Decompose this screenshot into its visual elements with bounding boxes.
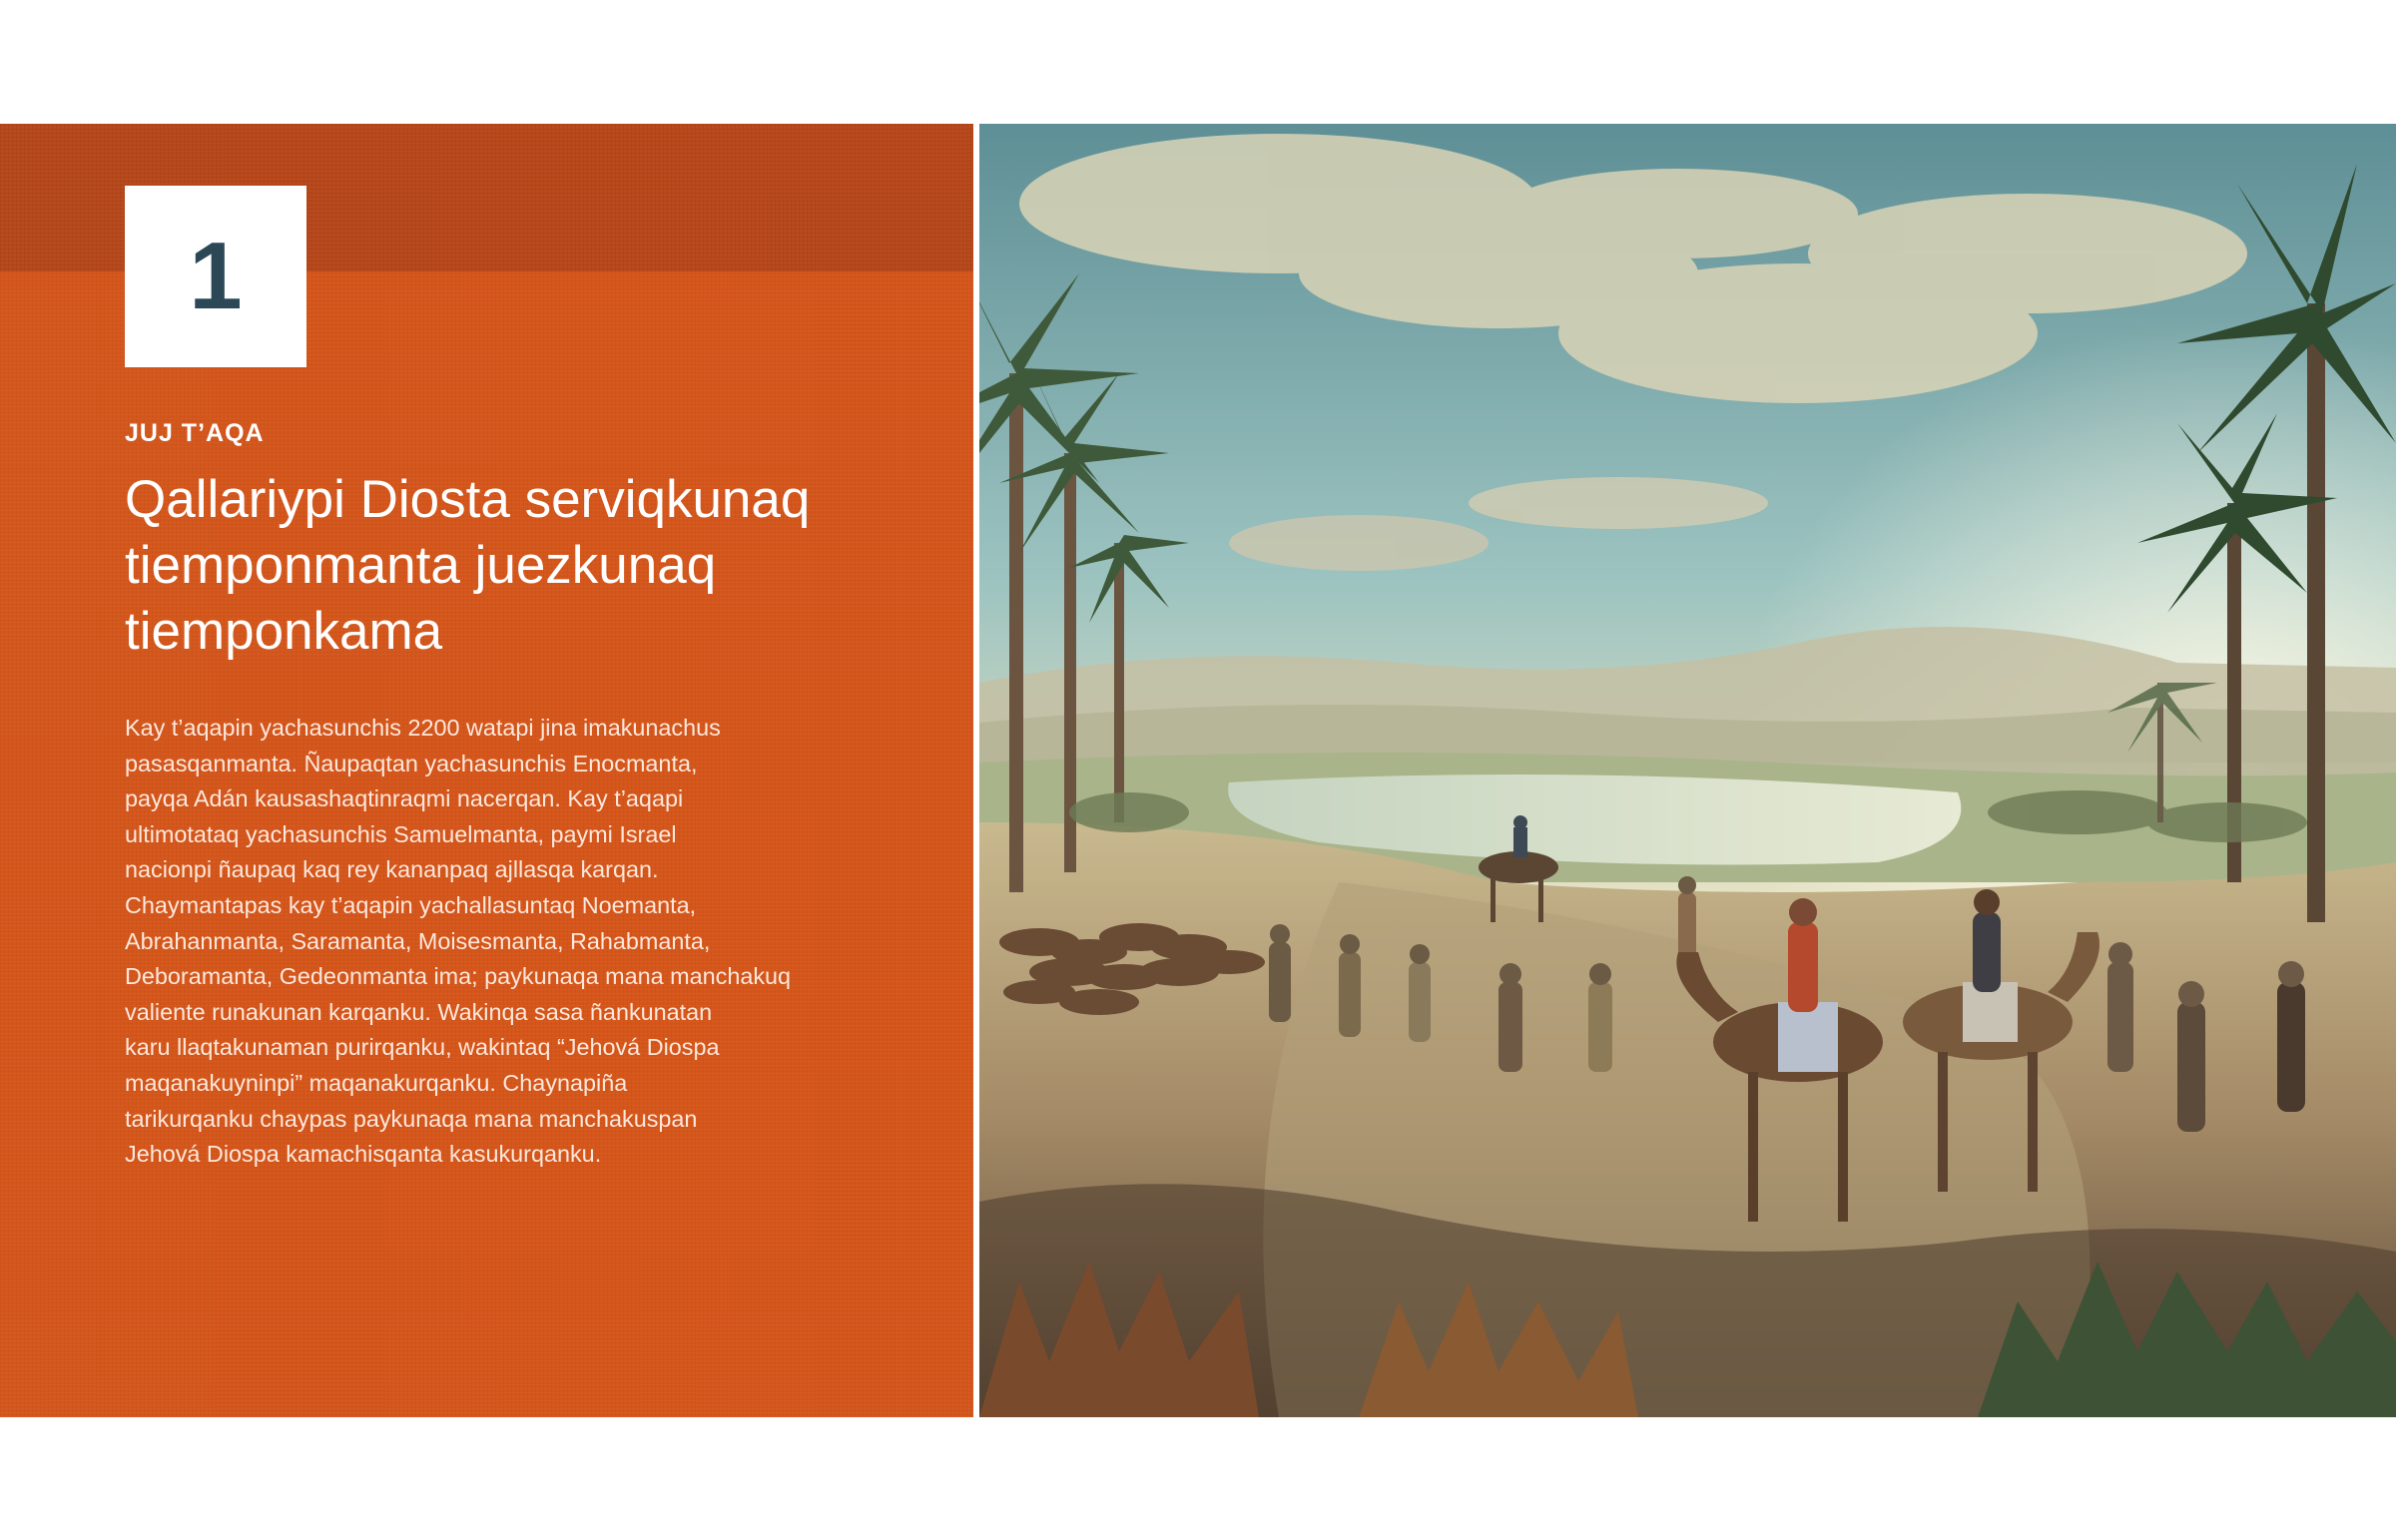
body-line: payqa Adán kausashaqtinraqmi nacerqan. Kay t’aqapi [125, 785, 684, 812]
body-line: Kay t’aqapin yachasunchis 2200 watapi jina imakunachus [125, 715, 721, 741]
chapter-intro-text [125, 711, 844, 1173]
body-line: Deboramanta, Gedeonmanta ima; paykunaqa mana manchakuq [125, 963, 792, 990]
title-line: tiemponkama [125, 602, 443, 661]
chapter-title [125, 467, 884, 665]
body-line: Jehová Diospa kamachisqanta kasukurqanku. [125, 1141, 602, 1168]
body-line: valiente runakunan karqanku. Wakinqa sasa ñankunatan [125, 998, 713, 1025]
title-line: Qallariypi Diosta serviqkunaq [125, 470, 811, 529]
body-line: maqanakuyninpi” maqanakurqanku. Chaynapiña [125, 1069, 628, 1096]
chapter-illustration [979, 124, 2396, 1417]
body-line: pasasqanmanta. Ñaupaqtan yachasunchis Enocmanta, [125, 750, 698, 776]
body-line: ultimotataq yachasunchis Samuelmanta, paymi Israel [125, 820, 677, 847]
chapter-intro-panel [0, 124, 973, 1417]
body-line: karu llaqtakunaman purirqanku, wakintaq “Jehová Diospa [125, 1034, 720, 1061]
body-line: tarikurqanku chaypas paykunaqa mana manchakuspan [125, 1105, 698, 1132]
body-line: Abrahanmanta, Saramanta, Moisesmanta, Rahabmanta, [125, 927, 711, 954]
body-line: nacionpi ñaupaq kaq rey kananpaq ajllasqa karqan. [125, 856, 659, 883]
part-label: JUJ T’AQA [125, 419, 265, 447]
chapter-spread [0, 124, 2396, 1417]
caravan-landscape-illustration [979, 124, 2396, 1417]
chapter-number-box [125, 186, 306, 367]
body-line: Chaymantapas kay t’aqapin yachallasuntaq Noemanta, [125, 891, 697, 918]
title-line: tiemponmanta juezkunaq [125, 536, 717, 595]
chapter-number: 1 [189, 223, 243, 329]
